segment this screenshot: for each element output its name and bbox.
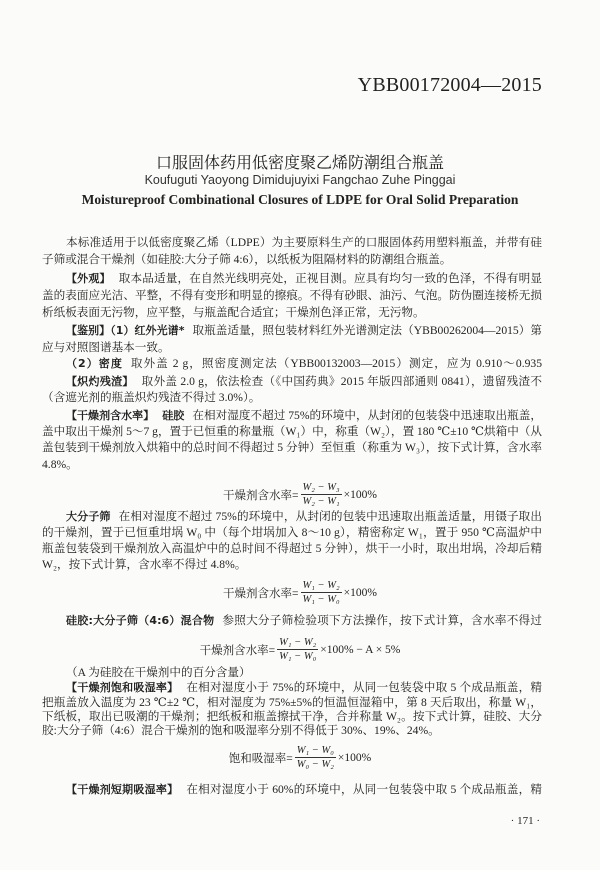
appearance-line: 析纸板表面无污物，应平整，与瓶盖配合适宜；干燥剂色泽正常，无污物。: [42, 306, 425, 319]
formula-numerator: W₁ − W₂: [302, 580, 340, 591]
formula-sieve-moisture: [0, 579, 600, 606]
residue-line: （含遮光剂的瓶盖炽灼残渣不得过 3.0%）。: [42, 391, 261, 404]
subsection-label-mixture: 硅胶:大分子筛（4:6）混合物: [66, 614, 215, 627]
formula-lhs: 干燥剂含水率=: [223, 489, 299, 502]
intro-line: 子筛或混合干燥剂（如硅胶:大分子筛 4:6），以纸板为阻隔材料的防潮组合瓶盖。: [42, 253, 452, 266]
formula-denominator: W₂ − W₁: [302, 496, 340, 507]
title-chinese: 口服固体药用低密度聚乙烯防潮组合瓶盖: [155, 153, 444, 172]
title-pinyin: Koufuguti Yaoyong Dimidujuyixi Fangchao Zuhe Pinggai: [144, 173, 456, 187]
page-number: · 171 ·: [510, 815, 540, 827]
section-label-shortterm: 【干燥剂短期吸湿率】: [66, 783, 179, 796]
formula-silica-moisture: [0, 481, 600, 508]
mixture-line: [66, 613, 542, 629]
moisture-line: 4.8%。: [42, 458, 78, 471]
identification-text: 取瓶盖适量，照包装材料红外光谱测定法（YBB00262004—2015）第: [192, 324, 542, 337]
formula-tail: ×100% − A × 5%: [320, 643, 401, 656]
section-label-appearance: 【外观】: [66, 272, 111, 285]
formula-denominator: W₁ − W₀: [279, 651, 317, 662]
saturation-text: 在相对湿度小于 75%的环境中，从同一包装袋中取 5 个成品瓶盖，精: [186, 681, 542, 694]
section-label-moisture: 【干燥剂含水率】: [66, 409, 155, 422]
moisture-line: [66, 408, 542, 424]
note-line: （A 为硅胶在干燥剂中的百分含量）: [66, 666, 251, 679]
residue-line: [66, 374, 542, 390]
intro-line: 本标准适用于以低密度聚乙烯（LDPE）为主要原料生产的口服固体药用塑料瓶盖，并带有硅: [66, 236, 542, 249]
mixture-text: 参照大分子筛检验项下方法操作，按下式计算，含水率不得过: [222, 614, 542, 627]
section-label-identification: 【鉴别】（1）红外光谱*: [66, 324, 185, 337]
identification-line: 应与对照图谱基本一致。: [42, 341, 170, 354]
sieve-line: [66, 509, 542, 525]
identification-line: [66, 323, 542, 339]
sieve-line: 的干燥剂，置于已恒重坩埚 W₀ 中（每个坩埚加入 8～10 g），精密称定 W₁，置于 950 ℃高温炉中: [42, 526, 542, 539]
shortterm-line: [66, 782, 542, 798]
appearance-line: [66, 271, 542, 287]
formula-denominator: W₀ − W₂: [296, 759, 334, 770]
density-line: [66, 356, 542, 372]
formula-tail: ×100%: [337, 751, 372, 764]
subsection-label-sieve: 大分子筛: [66, 510, 111, 523]
section-label-density: （2）密度: [66, 357, 123, 370]
title-english: Moistureproof Combinational Closures of LDPE for Oral Solid Preparation: [81, 192, 519, 207]
sieve-text: 在相对湿度不超过 75%的环境中，从封闭的包装中迅速取出瓶盖适量，用镊子取出: [118, 510, 542, 523]
moisture-line: 盖中取出干燥剂 5～7 g，置于已恒重的称量瓶（W₁）中，称重（W₂），置 180 ℃±10 ℃烘箱中（从: [42, 425, 542, 438]
formula-denominator: W₁ − W₀: [302, 594, 340, 605]
moisture-line: 盖包装到干燥剂放入烘箱中的总时间不得超过 5 分钟）至恒重（称重为 W₃），按下式计算，含水率: [42, 441, 542, 454]
formula-numerator: W₁ − W₂: [279, 637, 317, 648]
formula-lhs: 干燥剂含水率=: [223, 587, 299, 600]
formula-lhs: 干燥剂含水率=: [199, 644, 276, 657]
residue-text: 取外盖 2.0 g，依法检查（《中国药典》2015 年版四部通则 0841），遗留残渣不: [141, 375, 542, 388]
section-label-saturation: 【干燥剂饱和吸湿率】: [66, 681, 179, 694]
document-number: YBB00172004—2015: [357, 74, 542, 96]
saturation-line: 胶:大分子筛（4:6）混合干燥剂的饱和吸湿率分别不得低于 30%、19%、24%。: [42, 724, 440, 737]
formula-mixture-moisture: [0, 636, 600, 663]
saturation-line: 下纸板，取出已吸潮的干燥剂；把纸板和瓶盖擦拭干净，合并称量 W₂。按下式计算，硅胶、大分: [42, 710, 542, 723]
saturation-line: [66, 680, 542, 696]
formula-numerator: W₁ − W₀: [296, 745, 334, 756]
formula-lhs: 饱和吸湿率=: [228, 752, 293, 765]
formula-saturation: [0, 744, 600, 771]
appearance-text: 取本品适量，在自然光线明亮处，正视目测。应具有均匀一致的色泽，不得有明显: [118, 272, 542, 285]
formula-numerator: W₂ − W₃: [302, 482, 340, 493]
shortterm-text: 在相对湿度小于 60%的环境中，从同一包装袋中取 5 个成品瓶盖，精: [186, 783, 542, 796]
appearance-line: 盖的表面应光洁、平整，不得有变形和明显的擦痕。不得有砂眼、油污、气泡。防伪圈连接桥无损: [42, 289, 542, 302]
formula-tail: ×100%: [343, 488, 377, 501]
sieve-line: 瓶盖包装袋到干燥剂放入高温炉中的总时间不得超过 5 分钟），烘干一小时，取出坩埚，冷却后精: [42, 542, 542, 555]
saturation-line: 把瓶盖放入温度为 23 ℃±2 ℃，相对湿度为 75%±5%的恒温恒湿箱中，第 8 天后取出，称量 W₁，: [42, 696, 542, 709]
moisture-text: 在相对湿度不超过 75%的环境中，从封闭的包装袋中迅速取出瓶盖，: [192, 409, 542, 422]
formula-tail: ×100%: [343, 586, 377, 599]
density-text: 取外盖 2 g，照密度测定法（YBB00132003—2015）测定，应为 0.910～0.935: [130, 357, 542, 370]
sieve-line: W₂，按下式计算，含水率不得过 4.8%。: [42, 558, 247, 571]
subsection-label-silica: 硅胶: [162, 409, 185, 422]
section-label-residue: 【炽灼残渣】: [66, 375, 134, 388]
